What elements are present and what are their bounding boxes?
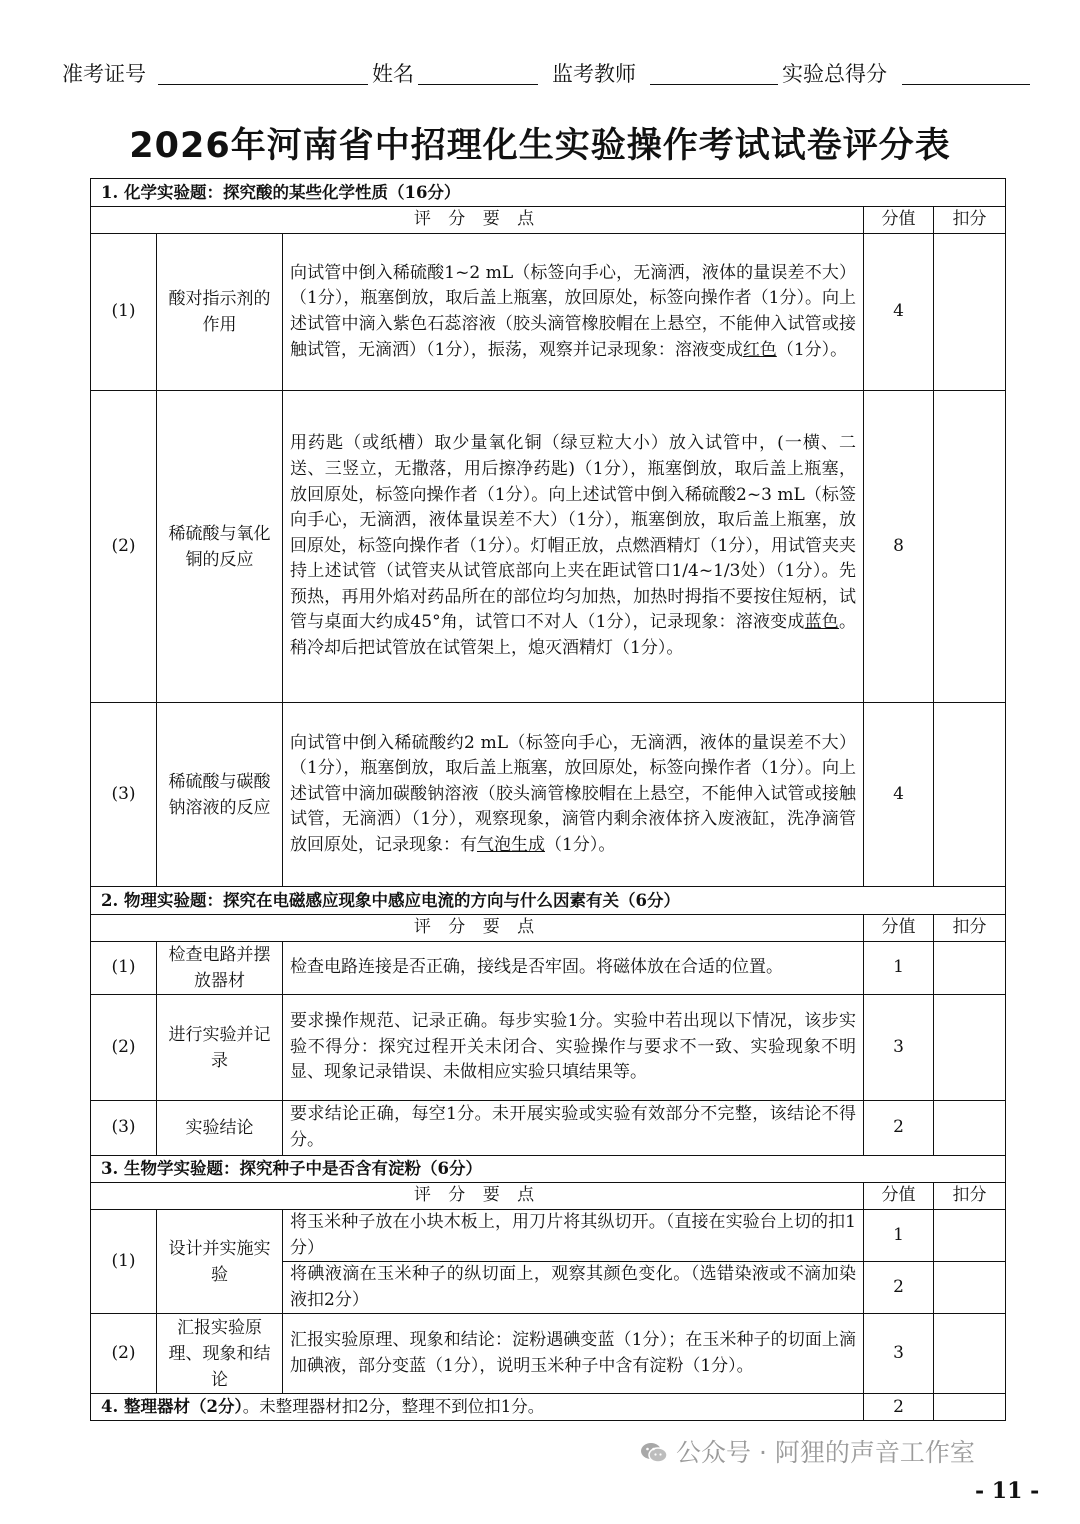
scoring-points: 将碘液滴在玉米种子的纵切面上，观察其颜色变化。（选错染液或不滴加染液扣2分） — [283, 1262, 864, 1314]
score-value: 2 — [864, 1262, 934, 1314]
section-heading — [91, 1156, 1006, 1183]
deduct-cell[interactable] — [934, 1101, 1006, 1156]
chemistry-heading: 1. 化学实验题：探究酸的某些化学性质（16分） — [91, 179, 1006, 207]
proctor-field[interactable] — [650, 84, 778, 85]
scoring-points — [283, 703, 864, 887]
score-value: 1 — [864, 942, 934, 995]
deduct-cell[interactable] — [934, 703, 1006, 887]
table-row — [91, 942, 1006, 995]
scoring-text: 向试管中倒入稀硫酸1~2 mL（标签向手心，无滴洒，液体的量误差不大）（1分），瓶塞倒放，取后盖上瓶塞，放回原处，标签向操作者（1分）。向上述试管中滴入紫色石蕊溶液（胶头滴管橡胶帽在上悬空，不能伸入试管或接触试管，无滴洒）（1分），振荡，观察并记录现象：溶液变成 — [290, 262, 856, 360]
underlined-result: 红色 — [742, 339, 777, 360]
scoring-points — [283, 391, 864, 703]
scoring-text-end: （1分）。 — [545, 834, 616, 855]
points-header: 评 分 要 点 — [91, 1183, 864, 1210]
scoring-text-end: 。稍冷却后把试管放在试管架上，熄灭酒精灯（1分）。 — [290, 612, 857, 659]
row-number: (3) — [91, 703, 157, 887]
score-value: 4 — [864, 234, 934, 391]
row-number: (3) — [91, 1101, 157, 1156]
deduct-cell[interactable] — [934, 1314, 1006, 1394]
points-header: 评 分 要 点 — [91, 207, 864, 234]
admission-number-field[interactable] — [158, 84, 368, 85]
cleanup-rule: 。未整理器材扣2分，整理不到位扣1分。 — [242, 1397, 545, 1417]
scoring-text: 用药匙（或纸槽）取少量氧化铜（绿豆粒大小）放入试管中，(一横、二送、三竖立，无撒落，用后擦净药匙)（1分），瓶塞倒放，取后盖上瓶塞，放回原处，标签向操作者（1分）。向上述试管中倒入稀硫酸2~3 mL（标签向手心，无滴洒，液体量误差不大）（1分），瓶塞倒放，取后盖上瓶塞，放回原处，标签向操作者（1分）。灯帽正放，点燃酒精灯（1分），用试管夹夹持上述试管（试管夹从试管底部向上夹在距试管口1/4~1/3处）（1分）。先预热，再用外焰对药品所在的部位均匀加热，加热时拇指不要按住短柄，试管与桌面大约成45°角，试管口不对人（1分），记录现象：溶液变成 — [290, 433, 856, 633]
item-name: 汇报实验原理、现象和结论 — [157, 1314, 283, 1394]
deduct-cell[interactable] — [934, 391, 1006, 703]
watermark-text: 公众号 · 阿狸的声音工作室 — [676, 1438, 975, 1467]
scoring-points: 要求结论正确，每空1分。未开展实验或实验有效部分不完整，该结论不得分。 — [283, 1101, 864, 1156]
table-row — [91, 703, 1006, 887]
score-header: 分值 — [864, 915, 934, 942]
underlined-result: 气泡生成 — [477, 834, 545, 855]
item-name: 酸对指示剂的作用 — [157, 234, 283, 391]
wechat-icon — [640, 1442, 668, 1464]
deduct-header: 扣分 — [934, 207, 1006, 234]
row-number: (2) — [91, 1314, 157, 1394]
table-row — [91, 995, 1006, 1101]
table-row — [91, 1394, 1006, 1421]
deduct-cell[interactable] — [934, 234, 1006, 391]
item-name: 稀硫酸与氧化铜的反应 — [157, 391, 283, 703]
scoring-text-end: （1分）。 — [776, 339, 848, 360]
physics-heading: 2. 物理实验题：探究在电磁感应现象中感应电流的方向与什么因素有关（6分） — [91, 887, 1006, 915]
biology-heading: 3. 生物学实验题：探究种子中是否含有淀粉（6分） — [91, 1156, 1006, 1183]
score-value: 3 — [864, 995, 934, 1101]
candidate-info-header — [62, 58, 1032, 92]
item-name: 检查电路并摆放器材 — [157, 942, 283, 995]
row-number: (1) — [91, 234, 157, 391]
score-value: 1 — [864, 1210, 934, 1262]
section-heading — [91, 887, 1006, 915]
deduct-cell[interactable] — [934, 1262, 1006, 1314]
score-value: 3 — [864, 1314, 934, 1394]
scoring-points: 将玉米种子放在小块木板上，用刀片将其纵切开。（直接在实验台上切的扣1分） — [283, 1210, 864, 1262]
table-row — [91, 1314, 1006, 1394]
score-value: 4 — [864, 703, 934, 887]
table-row — [91, 1210, 1006, 1262]
watermark — [640, 1433, 975, 1469]
column-header-row — [91, 207, 1006, 234]
name-field[interactable] — [418, 84, 538, 85]
section-heading — [91, 179, 1006, 207]
row-number: (1) — [91, 1210, 157, 1314]
scoring-table — [90, 178, 1006, 1421]
cleanup-heading — [91, 1394, 864, 1421]
total-score-label: 实验总得分 — [782, 62, 887, 86]
underlined-result: 蓝色 — [804, 612, 840, 633]
score-value: 2 — [864, 1394, 934, 1421]
scoring-points — [283, 234, 864, 391]
scoring-points: 检查电路连接是否正确，接线是否牢固。将磁体放在合适的位置。 — [283, 942, 864, 995]
table-row — [91, 1101, 1006, 1156]
total-score-field[interactable] — [902, 84, 1030, 85]
deduct-header: 扣分 — [934, 1183, 1006, 1210]
score-header: 分值 — [864, 1183, 934, 1210]
admission-number-label: 准考证号 — [62, 62, 146, 86]
score-header: 分值 — [864, 207, 934, 234]
scoring-text: 向试管中倒入稀硫酸约2 mL（标签向手心，无滴洒，液体的量误差不大）（1分），瓶塞倒放，取后盖上瓶塞，放回原处，标签向操作者（1分）。向上述试管中滴加碳酸钠溶液（胶头滴管橡胶帽在上悬空，不能伸入试管或接触试管，无滴洒）（1分），观察现象，滴管内剩余液体挤入废液缸，洗净滴管放回原处，记录现象：有 — [290, 732, 856, 855]
item-name: 进行实验并记录 — [157, 995, 283, 1101]
row-number: (2) — [91, 995, 157, 1101]
table-row — [91, 234, 1006, 391]
scoring-points: 汇报实验原理、现象和结论：淀粉遇碘变蓝（1分）；在玉米种子的切面上滴加碘液，部分变蓝（1分），说明玉米种子中含有淀粉（1分）。 — [283, 1314, 864, 1394]
deduct-cell[interactable] — [934, 1210, 1006, 1262]
score-value: 2 — [864, 1101, 934, 1156]
proctor-label: 监考教师 — [552, 62, 636, 86]
page-number: - 11 - — [975, 1478, 1040, 1504]
item-name: 实验结论 — [157, 1101, 283, 1156]
item-name: 稀硫酸与碳酸钠溶液的反应 — [157, 703, 283, 887]
column-header-row — [91, 915, 1006, 942]
row-number: (2) — [91, 391, 157, 703]
deduct-cell[interactable] — [934, 942, 1006, 995]
page-title: 2026年河南省中招理化生实验操作考试试卷评分表 — [129, 126, 951, 166]
scoring-points: 要求操作规范、记录正确。每步实验1分。实验中若出现以下情况，该步实验不得分：探究过程开关未闭合、实验操作与要求不一致、实验现象不明显、现象记录错误、未做相应实验只填结果等。 — [283, 995, 864, 1101]
name-label: 姓名 — [372, 62, 414, 86]
score-value: 8 — [864, 391, 934, 703]
deduct-cell[interactable] — [934, 1394, 1006, 1421]
points-header: 评 分 要 点 — [91, 915, 864, 942]
item-name: 设计并实施实验 — [157, 1210, 283, 1314]
column-header-row — [91, 1183, 1006, 1210]
row-number: (1) — [91, 942, 157, 995]
deduct-cell[interactable] — [934, 995, 1006, 1101]
deduct-header: 扣分 — [934, 915, 1006, 942]
table-row — [91, 391, 1006, 703]
cleanup-title: 4. 整理器材（2分） — [101, 1397, 243, 1417]
